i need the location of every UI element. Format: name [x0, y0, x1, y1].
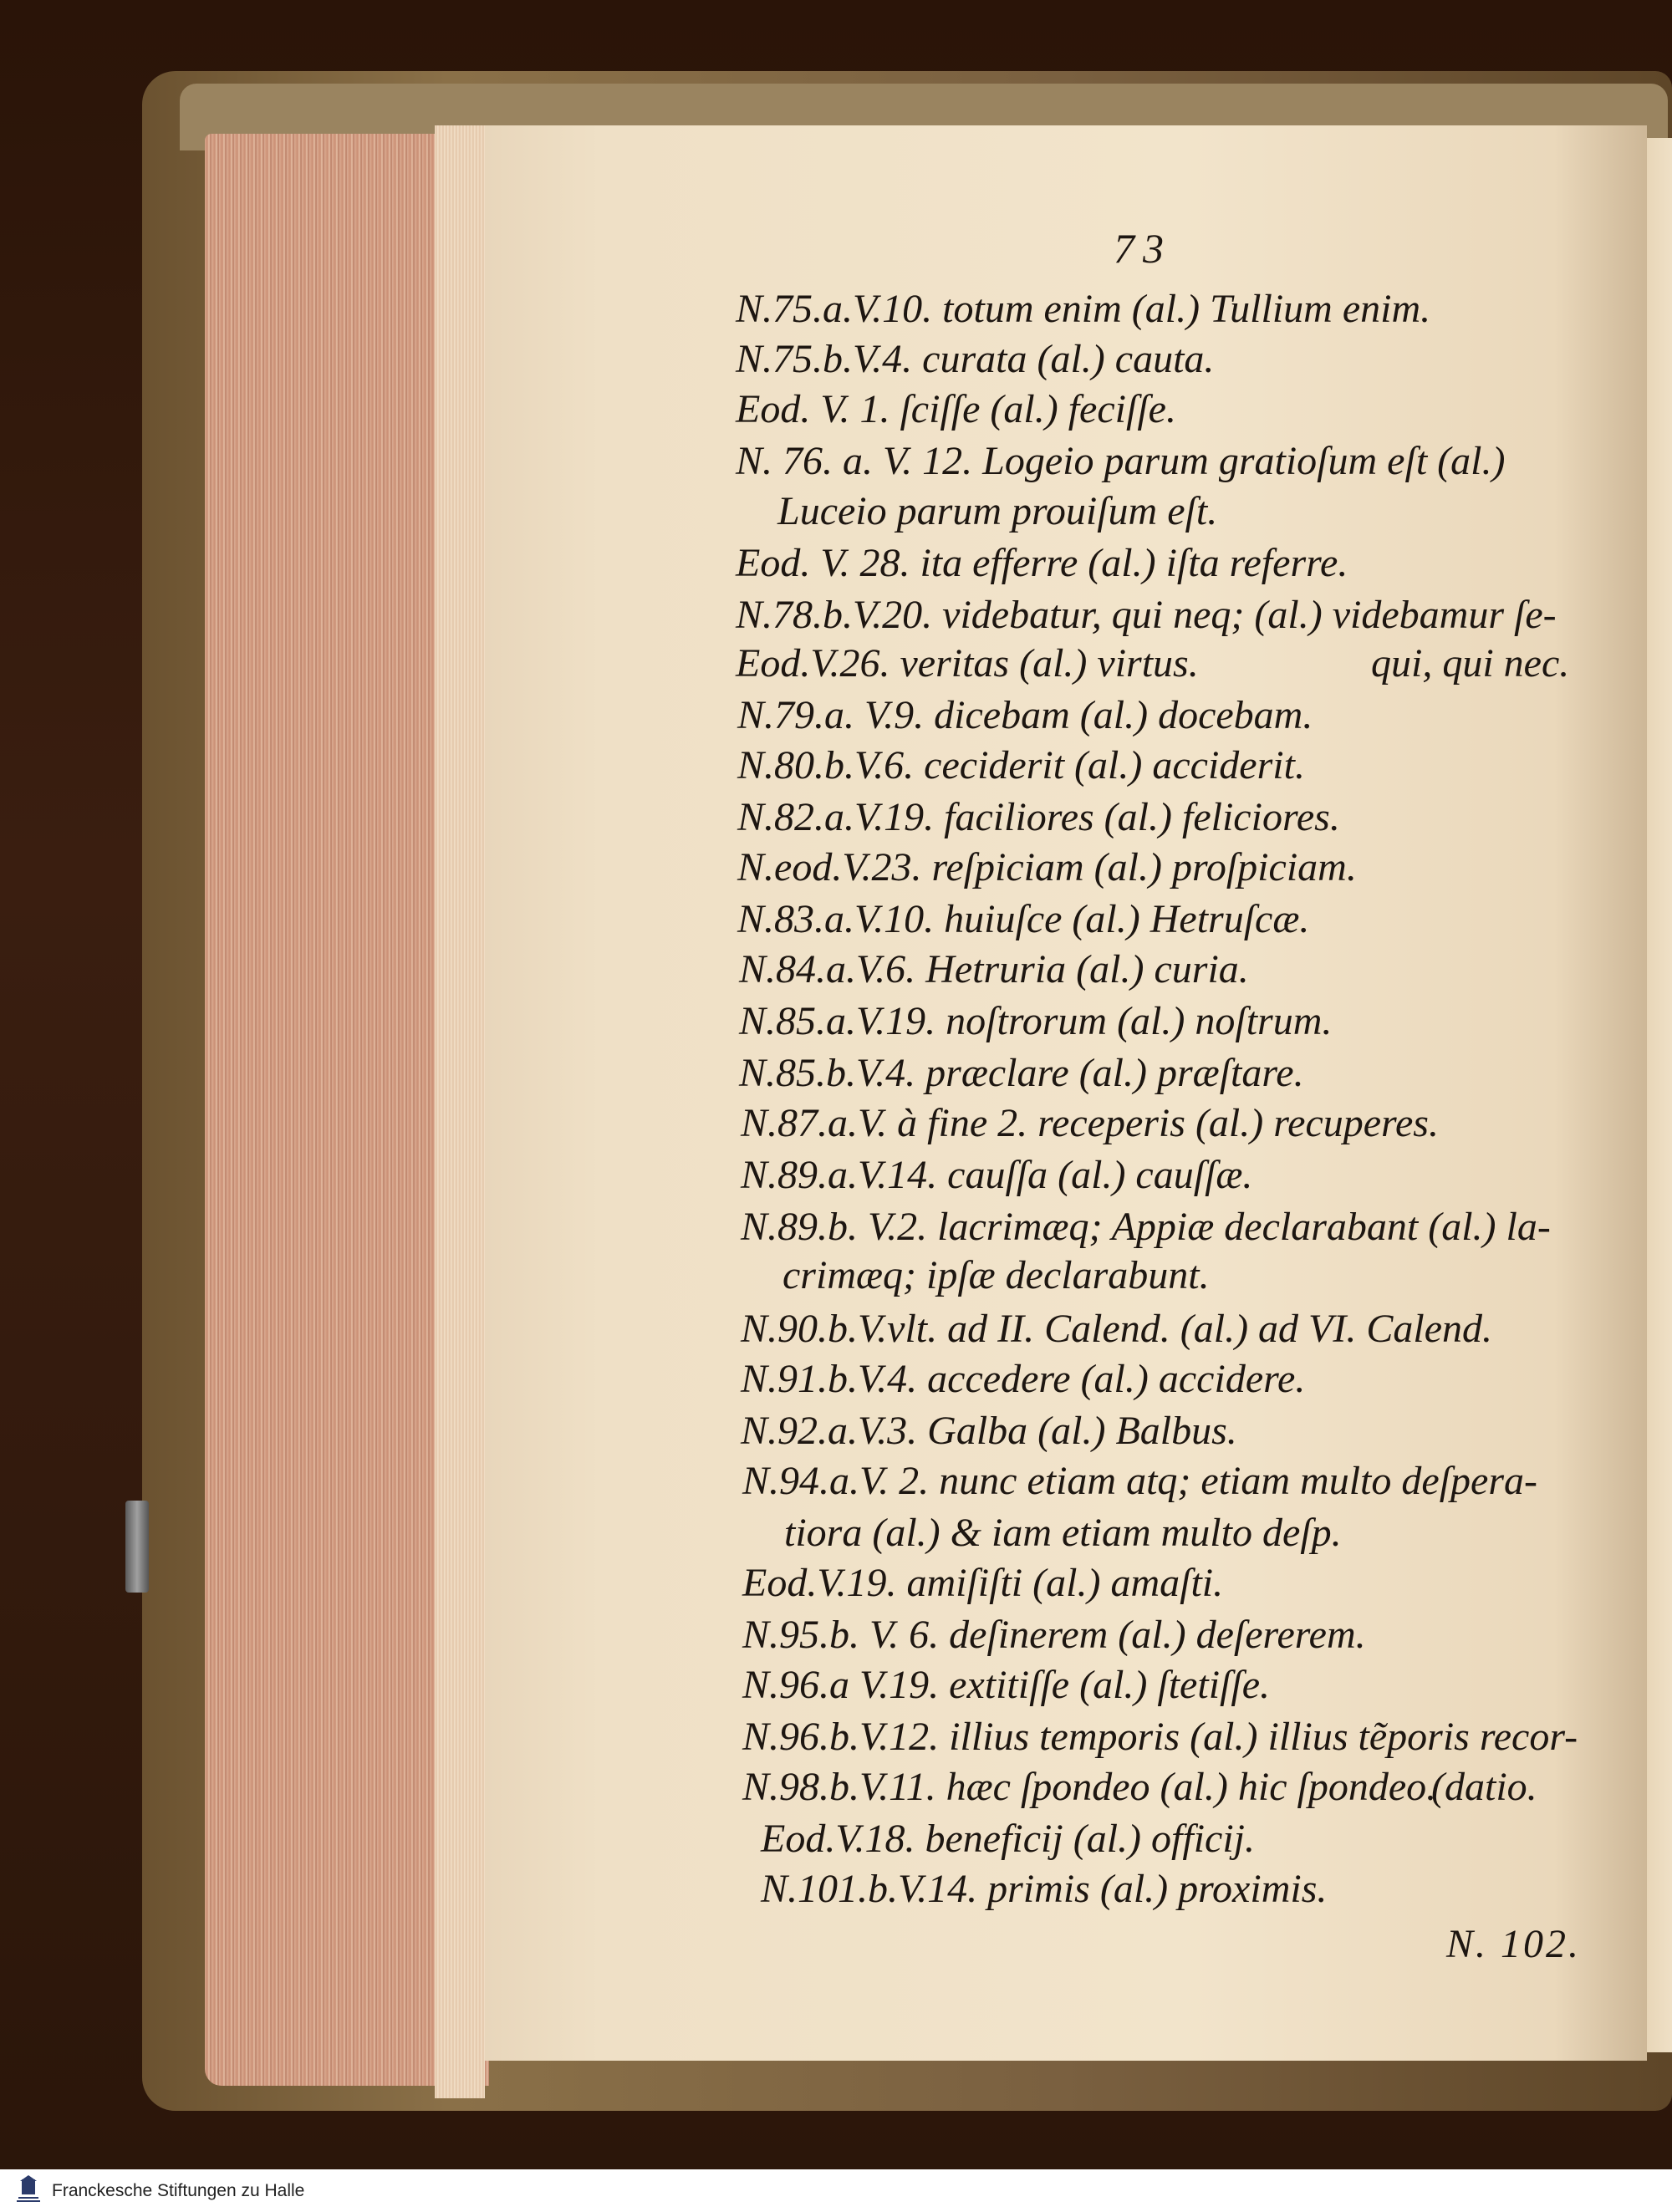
page-number: 73	[1114, 225, 1172, 272]
entry-line: N.96.a V.19. extitiſſe (al.) ſtetiſſe.	[742, 1663, 1271, 1707]
entry-line: N.90.b.V.vlt. ad II. Calend. (al.) ad VI. Calend.	[741, 1307, 1493, 1351]
entry-continuation: qui, qui nec.	[1371, 641, 1570, 686]
entry-line: N.75.b.V.4. curata (al.) cauta.	[736, 337, 1215, 381]
entry-continuation: (datio.	[1431, 1765, 1537, 1809]
entry-line: N.96.b.V.12. illius temporis (al.) illius tẽporis recor-	[742, 1715, 1578, 1759]
entry-line: N.75.a.V.10. totum enim (al.) Tullium enim.	[736, 287, 1431, 331]
foundation-logo-icon	[12, 2174, 45, 2206]
entry-line: N.85.a.V.19. noſtrorum (al.) noſtrum.	[739, 999, 1333, 1043]
entry-line: N. 76. a. V. 12. Logeio parum gratioſum eſt (al.)	[736, 439, 1506, 483]
footer-credit: Franckesche Stiftungen zu Halle	[52, 2181, 305, 2200]
entry-line: N.92.a.V.3. Galba (al.) Balbus.	[741, 1409, 1237, 1453]
entry-line: Eod.V.26. veritas (al.) virtus.	[736, 641, 1199, 686]
entry-line: N.91.b.V.4. accedere (al.) accidere.	[741, 1357, 1306, 1401]
metal-clasp	[125, 1501, 149, 1593]
entry-line: N.80.b.V.6. ceciderit (al.) acciderit.	[737, 743, 1305, 787]
entry-line: N.89.b. V.2. lacrimæq; Appiæ declarabant (al.) la-	[741, 1205, 1551, 1249]
entry-line: N.89.a.V.14. cauſſa (al.) cauſſæ.	[741, 1153, 1253, 1197]
entry-line: N.95.b. V. 6. deſinerem (al.) deſererem.	[742, 1613, 1366, 1657]
entry-line: Eod.V.18. beneficij (al.) officij.	[761, 1817, 1255, 1861]
page-fore-edges	[435, 125, 485, 2098]
entry-line: Eod. V. 28. ita efferre (al.) iſta referre.	[736, 541, 1348, 585]
entry-line: N.94.a.V. 2. nunc etiam atq; etiam multo deſpera-	[742, 1459, 1537, 1503]
entry-line: N.87.a.V. à fine 2. receperis (al.) recuperes.	[741, 1101, 1439, 1145]
page-text-block	[485, 125, 1647, 2061]
entry-line: Eod. V. 1. ſciſſe (al.) feciſſe.	[736, 387, 1176, 431]
catchword: N. 102.	[1446, 1922, 1582, 1966]
book-page	[485, 125, 1647, 2061]
entry-line: crimæq; ipſæ declarabunt.	[782, 1253, 1210, 1297]
entry-line: N.84.a.V.6. Hetruria (al.) curia.	[739, 947, 1249, 991]
entry-line: N.85.b.V.4. præclare (al.) præſtare.	[739, 1051, 1304, 1095]
entry-line: tiora (al.) & iam etiam multo deſp.	[784, 1511, 1342, 1555]
entry-line: N.eod.V.23. reſpiciam (al.) proſpiciam.	[737, 845, 1357, 889]
entry-line: N.101.b.V.14. primis (al.) proximis.	[761, 1867, 1328, 1911]
entry-line: N.98.b.V.11. hæc ſpondeo (al.) hic ſpondeo.	[742, 1765, 1437, 1809]
entry-line: N.82.a.V.19. faciliores (al.) feliciores.	[737, 795, 1340, 839]
entry-line: Luceio parum prouiſum eſt.	[777, 489, 1218, 533]
entry-line: N.78.b.V.20. videbatur, qui neq; (al.) videbamur ſe-	[736, 593, 1557, 637]
entry-line: Eod.V.19. amiſiſti (al.) amaſti.	[742, 1561, 1224, 1605]
footer-bar	[0, 2169, 1672, 2212]
entry-line: N.83.a.V.10. huiuſce (al.) Hetruſcæ.	[737, 897, 1310, 941]
entry-line: N.79.a. V.9. dicebam (al.) docebam.	[737, 693, 1313, 737]
